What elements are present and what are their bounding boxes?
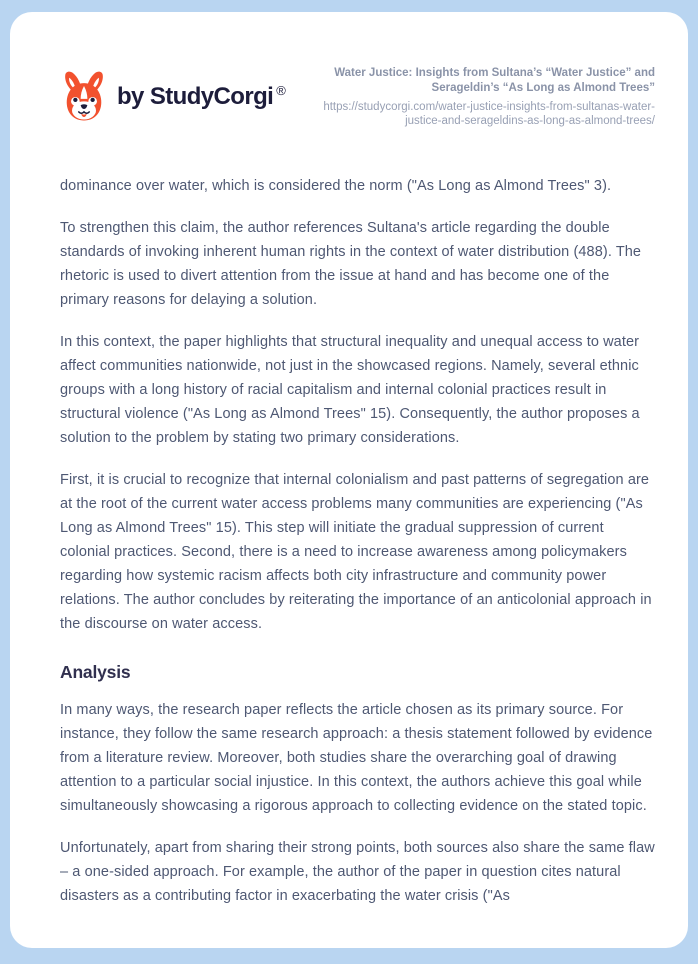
paragraph: dominance over water, which is considered the norm ("As Long as Almond Trees" 3). bbox=[60, 178, 612, 194]
section-heading-analysis: Analysis bbox=[60, 662, 131, 682]
corgi-icon bbox=[60, 69, 108, 125]
paragraph: First, it is crucial to recognize that internal colonialism and past patterns of segregation are at the root of the current water access problems many communities are experiencing ("As Long as Almond Trees" 15). This step will initiate the gradual suppression of current colonial practices. Second, there is a need to increase awareness among policymakers regarding how systemic racism affects both city infrastructure and community power relations. The author concludes by reiterating the importance of an anticolonial approach in the discourse on water access. bbox=[60, 472, 652, 632]
document-body bbox=[60, 174, 655, 908]
registered-mark: ® bbox=[276, 83, 286, 98]
studycorgi-logo-link[interactable] bbox=[60, 69, 285, 125]
paragraph: In this context, the paper highlights that structural inequality and unequal access to water affect communities nationwide, not just in the showcased regions. Namely, several ethnic groups with a long history of racial capitalism and internal colonial practices result in structural violence ("As Long as Almond Trees" 15). Consequently, the author proposes a solution to the problem by stating two primary considerations. bbox=[60, 334, 640, 446]
document-header bbox=[60, 66, 655, 128]
paragraph: To strengthen this claim, the author references Sultana's article regarding the double standards of invoking inherent human rights in the context of water distribution (488). The rhetoric is used to divert attention from the issue at hand and has become one of the primary reasons for delaying a solution. bbox=[60, 220, 642, 308]
document-title: Water Justice: Insights from Sultana’s “Water Justice” and Serageldin’s “As Long as Almond Trees” bbox=[334, 67, 655, 94]
document-meta bbox=[293, 66, 655, 128]
paragraph: In many ways, the research paper reflects the article chosen as its primary source. For instance, they follow the same research approach: a thesis statement followed by evidence from a literature review. Moreover, both studies share the overarching goal of drawing attention to a particular social injustice. In this context, the authors achieve this goal while simultaneously showcasing a rigorous approach to collecting evidence on the stated topic. bbox=[60, 702, 653, 814]
source-url-link[interactable]: https://studycorgi.com/water-justice-insights-from-sultanas-water-justice-and-serageldins-as-long-as-almond-trees/ bbox=[323, 101, 655, 127]
document-card bbox=[10, 12, 688, 948]
brand-text: by StudyCorgi ® bbox=[117, 83, 286, 110]
paragraph: Unfortunately, apart from sharing their strong points, both sources also share the same flaw – a one-sided approach. For example, the author of the paper in question cites natural disasters as a contributing factor in exacerbating the water crisis ("As bbox=[60, 840, 655, 904]
